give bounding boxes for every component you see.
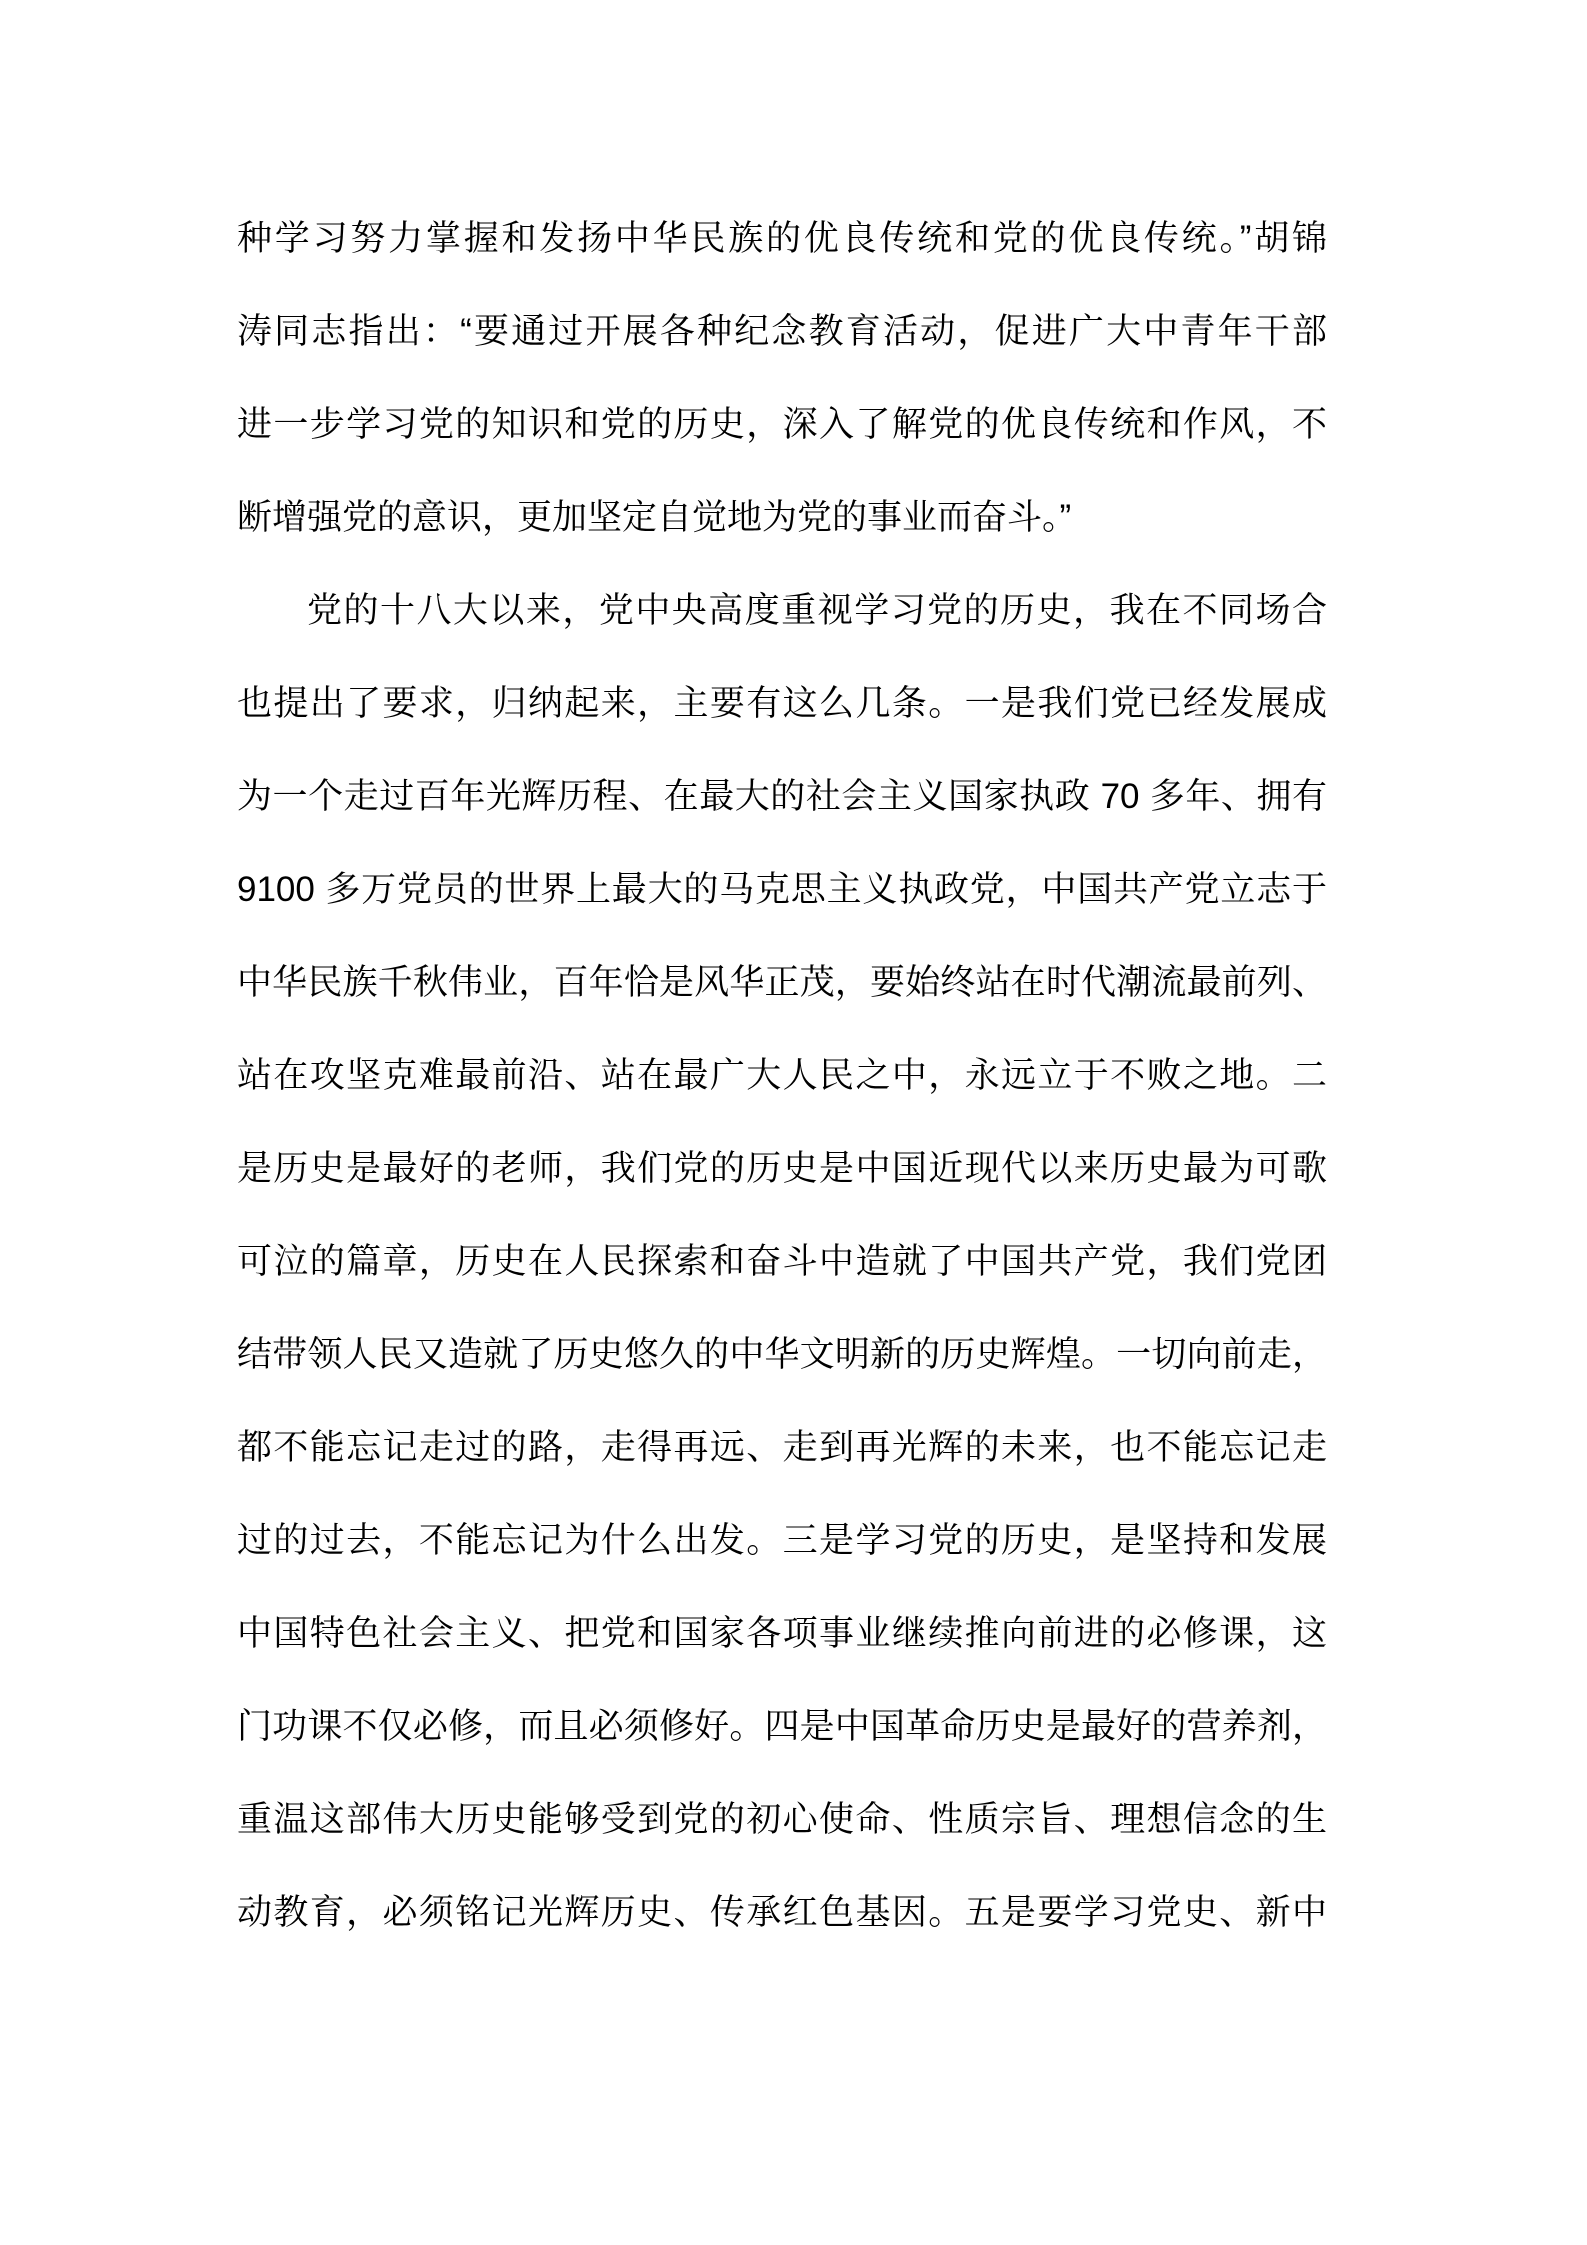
text-line: 是历史是最好的老师，我们党的历史是中国近现代以来历史最为可歌 xyxy=(237,1149,1327,1188)
text-line: 进一步学习党的知识和党的历史，深入了解党的优良传统和作风，不 xyxy=(237,405,1327,444)
text-line: 种学习努力掌握和发扬中华民族的优良传统和党的优良传统。”胡锦 xyxy=(237,219,1327,258)
text-line: 结带领人民又造就了历史悠久的中华文明新的历史辉煌。一切向前走， xyxy=(237,1335,1327,1374)
text-line: 动教育，必须铭记光辉历史、传承红色基因。五是要学习党史、新中 xyxy=(237,1893,1327,1932)
text-line: 门功课不仅必修，而且必须修好。四是中国革命历史是最好的营养剂， xyxy=(237,1707,1327,1746)
text-line: 可泣的篇章，历史在人民探索和奋斗中造就了中国共产党，我们党团 xyxy=(237,1242,1327,1281)
text-line: 也提出了要求，归纳起来，主要有这么几条。一是我们党已经发展成 xyxy=(237,684,1327,723)
text-line: 重温这部伟大历史能够受到党的初心使命、性质宗旨、理想信念的生 xyxy=(237,1800,1327,1839)
text-line: 过的过去，不能忘记为什么出发。三是学习党的历史，是坚持和发展 xyxy=(237,1521,1327,1560)
text-line-paragraph-end: 断增强党的意识，更加坚定自觉地为党的事业而奋斗。” xyxy=(237,498,1072,537)
text-line: 中华民族千秋伟业，百年恰是风华正茂，要始终站在时代潮流最前列、 xyxy=(237,963,1327,1002)
text-line: 站在攻坚克难最前沿、站在最广大人民之中，永远立于不败之地。二 xyxy=(237,1056,1327,1095)
text-line-paragraph-start: 党的十八大以来，党中央高度重视学习党的历史，我在不同场合 xyxy=(307,591,1327,630)
document-body xyxy=(237,192,1327,1959)
text-line: 中国特色社会主义、把党和国家各项事业继续推向前进的必修课，这 xyxy=(237,1614,1327,1653)
text-line: 涛同志指出：“要通过开展各种纪念教育活动，促进广大中青年干部 xyxy=(237,312,1327,351)
text-line: 都不能忘记走过的路，走得再远、走到再光辉的未来，也不能忘记走 xyxy=(237,1428,1327,1467)
text-line: 9100 多万党员的世界上最大的马克思主义执政党，中国共产党立志于 xyxy=(237,870,1327,909)
text-line: 为一个走过百年光辉历程、在最大的社会主义国家执政 70 多年、拥有 xyxy=(237,777,1327,816)
